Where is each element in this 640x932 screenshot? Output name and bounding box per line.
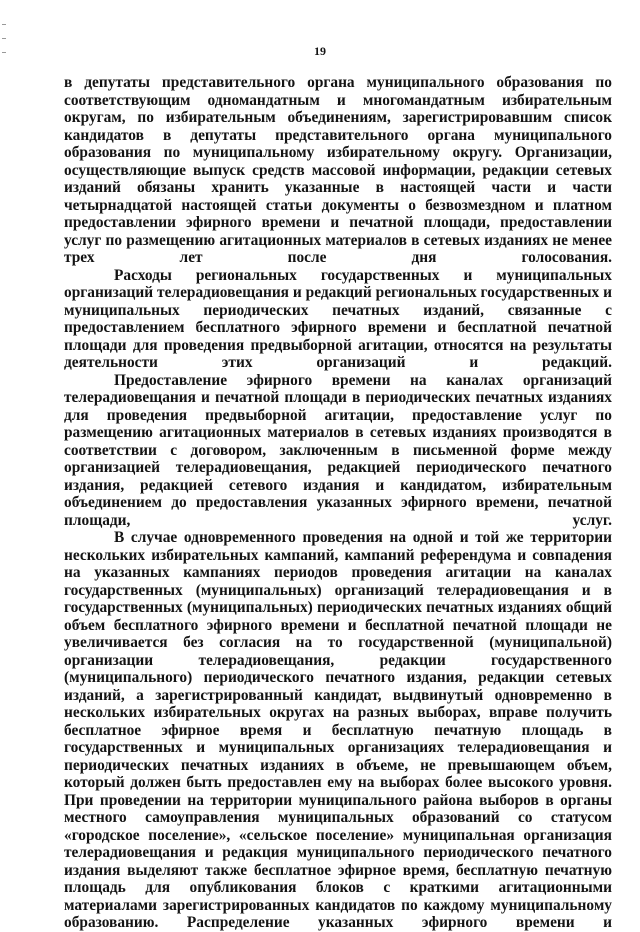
body-text	[64, 74, 612, 932]
scan-edge-mark	[2, 38, 6, 39]
paragraph: в депутаты представительного органа муниципального образования по соответствующим одномандатным и многомандатным избирательным округам, по избирательным объединениям, зарегистрировавшим список кандидатов в депутаты представительного органа муниципального образования по муниципальному избирательному округу. Организации, осуществляющие выпуск средств массовой информации, редакции сетевых изданий обязаны хранить указанные в настоящей части и части четырнадцатой настоящей статьи документы о безвозмездном и платном предоставлении эфирного времени и печатной площади, предоставлении услуг по размещению агитационных материалов в сетевых изданиях не менее трех лет после дня голосования.	[64, 74, 612, 266]
paragraph: Предоставление эфирного времени на каналах организаций телерадиовещания и печатной площади в периодических печатных изданиях для проведения предвыборной агитации, предоставление услуг по размещению агитационных материалов в сетевых изданиях производятся в соответствии с договором, заключенным в письменной форме между организацией телерадиовещания, редакцией периодического печатного издания, редакцией сетевого издания и кандидатом, избирательным объединением до предоставления указанных эфирного времени, печатной площади, услуг.	[64, 371, 612, 529]
scan-edge-mark	[2, 52, 6, 53]
paragraph: Расходы региональных государственных и муниципальных организаций телерадиовещания и редакций региональных государственных и муниципальных периодических печатных изданий, связанные с предоставлением бесплатного эфирного времени и бесплатной печатной площади для проведения предвыборной агитации, относятся на результаты деятельности этих организаций и редакций.	[64, 266, 612, 371]
scan-edge-mark	[2, 24, 6, 25]
paragraph: В случае одновременного проведения на одной и той же территории нескольких избирательных кампаний, кампаний референдума и совпадения на указанных кампаниях периодов проведения агитации на каналах государственных (муниципальных) организаций телерадиовещания и в государственных (муниципальных) периодических печатных изданиях общий объем бесплатного эфирного времени и бесплатной печатной площади не увеличивается без согласия на то государственной (муниципальной) организации телерадиовещания, редакции государственного (муниципального) периодического печатного издания, редакции сетевых изданий, а зарегистрированный кандидат, выдвинутый одновременно в нескольких избирательных округах на разных выборах, вправе получить бесплатное эфирное время и бесплатную печатную площадь в государственных и муниципальных организациях телерадиовещания и периодических печатных изданиях в объеме, не превышающем объем, который должен быть предоставлен ему на выборах более высокого уровня. При проведении на территории муниципального района выборов в органы местного самоуправления муниципальных образований со статусом «городское поселение», «сельское поселение» муниципальная организация телерадиовещания и редакция муниципального периодического печатного издания выделяют также бесплатное эфирное время, бесплатную печатную площадь для опубликования блоков с краткими агитационными материалами зарегистрированных кандидатов по каждому муниципальному образованию. Распределение указанных эфирного времени и	[64, 529, 612, 931]
page-number: 19	[314, 44, 326, 58]
